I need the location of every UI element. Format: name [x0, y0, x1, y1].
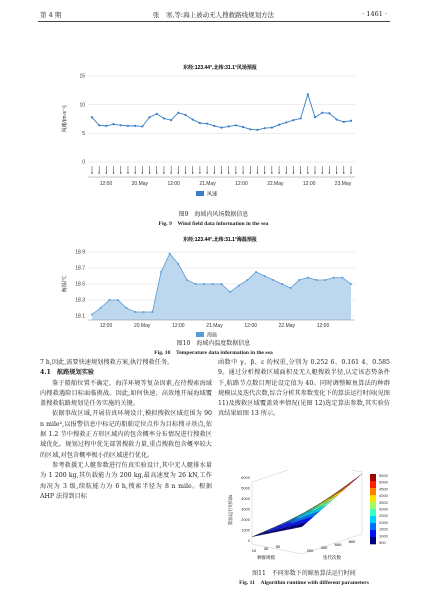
- data-point: [324, 279, 326, 281]
- fig11-chart: [228, 470, 398, 568]
- data-point: [314, 116, 316, 118]
- legend-swatch: [196, 332, 204, 337]
- wind-arrow-icon: [192, 172, 193, 173]
- data-point: [100, 307, 102, 309]
- data-point: [256, 129, 258, 131]
- wind-arrow-icon: [278, 172, 279, 173]
- wind-arrow-icon: [350, 172, 351, 173]
- wind-arrow-icon: [170, 172, 171, 173]
- data-point: [195, 283, 197, 285]
- x-tick-label: 12:00: [167, 181, 180, 187]
- data-point: [278, 124, 280, 126]
- data-point: [212, 283, 214, 285]
- wind-arrow-icon: [221, 172, 222, 173]
- wind-arrow-icon: [314, 172, 315, 173]
- data-point: [281, 283, 283, 285]
- data-point: [350, 120, 352, 122]
- y-tick-label: 6000: [241, 475, 250, 480]
- data-point: [127, 125, 129, 127]
- x-tick-label: 12:00: [244, 323, 257, 329]
- fig9-caption-cn: 图9 海域内风场数据信息: [178, 211, 249, 218]
- y-tick-label: 18.7: [75, 265, 85, 272]
- fig11-caption-cn: 图11 不同参数下的鲸鱼算法运行时间: [252, 570, 356, 577]
- section-heading: 4.1 航路规划实验: [40, 369, 95, 377]
- data-point: [285, 121, 287, 123]
- colorbar-segment: [370, 530, 376, 537]
- surface-cell: [336, 484, 350, 494]
- data-point: [235, 124, 237, 126]
- wind-arrow-icon: [336, 172, 337, 173]
- x-tick-label: 21.May: [199, 181, 216, 187]
- data-point: [203, 283, 205, 285]
- paragraph: 7 h,因此,需要快速规划搜救方案,执行搜救任务。: [40, 359, 174, 366]
- x-tick-label: 400: [320, 545, 328, 550]
- fig9-chart: [60, 62, 380, 210]
- wind-arrow-icon: [293, 172, 294, 173]
- data-point: [336, 118, 338, 120]
- colorbar-label: 2500: [379, 513, 388, 519]
- x-axis-label: 迭代次数: [323, 555, 341, 560]
- x-tick-label: 12:00: [316, 323, 330, 329]
- data-point: [184, 114, 186, 116]
- y-tick-label: 0: [247, 538, 250, 543]
- data-point: [238, 285, 240, 287]
- data-point: [333, 277, 335, 279]
- paragraph: 参考救援无人艇参数进行仿真实验设计,其中无人艇排水量为 1 200 kg,其负载能力为 200 kg,最高速度为 26 kN,工作海况为 3 级,续航能力为 6 h,搜索半径为 8 n mile。根据 AHP 法得到目标: [40, 461, 212, 500]
- x-tick-label: 20.May: [131, 181, 149, 187]
- wind-arrow-icon: [250, 172, 251, 173]
- fig9-caption-en: Fig. 9 Wind field data information in the sea: [158, 221, 269, 227]
- series-line: [92, 94, 351, 130]
- data-point: [148, 116, 150, 118]
- data-point: [169, 253, 171, 255]
- wind-arrow-icon: [286, 172, 287, 173]
- data-point: [117, 299, 119, 301]
- data-point: [177, 112, 179, 114]
- paragraph: 鉴于船舶位置不确定、海洋环境等复杂因素,在待搜索海域内搜救遇险目标面临挑战。因此,如何快速、高效地开展海域覆盖搜救航路规划是任务实施的关键。: [40, 379, 212, 408]
- x-tick-label: 600: [334, 542, 342, 547]
- data-point: [170, 119, 172, 121]
- wind-arrow-icon: [134, 172, 135, 173]
- data-point: [321, 112, 323, 114]
- data-point: [120, 124, 122, 126]
- y-tick-label: 5000: [241, 485, 250, 491]
- chart-subtitle: 东经:123.44°,北纬:31.1°海温预报: [183, 237, 257, 243]
- x-tick-label: 22.May: [278, 323, 296, 329]
- chart-subtitle: 东经:123.44°,北纬:31.1°风场预报: [183, 65, 257, 71]
- x-tick-label: 12:00: [99, 181, 113, 187]
- wind-arrow-icon: [178, 172, 179, 173]
- colorbar-label: 3500: [379, 499, 388, 505]
- data-point: [98, 124, 100, 126]
- colorbar-segment: [370, 523, 376, 530]
- x-tick-label: 22.May: [267, 181, 284, 187]
- x-tick-label: 12:00: [172, 323, 185, 329]
- data-point: [343, 121, 345, 123]
- data-point: [307, 93, 309, 95]
- colorbar-label: 1000: [379, 533, 388, 539]
- x-tick-label: 12:00: [235, 181, 248, 187]
- data-point: [134, 125, 136, 127]
- x-tick-label: 12:00: [302, 181, 316, 187]
- data-point: [292, 119, 294, 121]
- x-tick-label: 800: [348, 539, 356, 544]
- colorbar-segment: [370, 502, 376, 509]
- right-column: [218, 358, 390, 420]
- data-point: [91, 116, 93, 118]
- wind-arrow-icon: [91, 172, 92, 173]
- colorbar-segment: [370, 537, 376, 544]
- data-point: [290, 287, 292, 289]
- y-tick-label: 2000: [241, 517, 250, 522]
- wind-arrow-icon: [127, 172, 128, 173]
- data-point: [249, 128, 251, 130]
- data-point: [328, 112, 330, 114]
- wind-arrow-icon: [206, 172, 207, 173]
- y-tick-label: 18.9: [75, 249, 85, 256]
- data-point: [160, 271, 162, 273]
- colorbar-segment: [370, 488, 376, 495]
- y-tick-label: 10: [79, 102, 85, 109]
- legend-label: 风速: [207, 191, 218, 198]
- legend-swatch: [196, 191, 204, 196]
- colorbar-label: 3000: [379, 506, 388, 512]
- y-tick-label: 18.3: [75, 297, 85, 304]
- fig10-caption-cn: 图10 海域内温度数据信息: [176, 340, 251, 347]
- wind-arrow-icon: [106, 172, 107, 173]
- data-point: [206, 122, 208, 124]
- left-column: [40, 358, 212, 502]
- data-point: [264, 275, 266, 277]
- data-point: [298, 279, 300, 281]
- wind-arrow-icon: [142, 172, 143, 173]
- colorbar-segment: [370, 516, 376, 523]
- data-point: [213, 125, 215, 127]
- colorbar-label: 5000: [379, 479, 388, 485]
- colorbar-label: 500: [379, 540, 386, 545]
- wind-arrow-icon: [98, 172, 99, 173]
- colorbar-label: 1500: [379, 526, 388, 532]
- data-point: [105, 125, 107, 127]
- data-point: [126, 307, 128, 309]
- x-tick-label: 200: [306, 548, 314, 553]
- colorbar-segment: [370, 509, 376, 516]
- wind-arrow-icon: [307, 172, 308, 173]
- data-point: [151, 311, 153, 313]
- wind-arrow-icon: [322, 172, 323, 173]
- z-tick-label: 30: [263, 546, 269, 551]
- y-tick-label: 18.1: [75, 313, 85, 320]
- y-tick-label: 5: [82, 131, 85, 138]
- wind-arrow-icon: [185, 172, 186, 173]
- paragraph: 函数中 γ、β、ε 的权重,分别为 0.252 6、0.161 4、0.585 9。通过分析搜救区域面积及无人艇搜救半径,认定该态势条件下,航路节点数目理论设定值为 40。同时调整鲸鱼算法的种群规模以及迭代次数,综合分析其参数变化下的算法运行时间(见图 11)及搜救区域覆盖效率情况(见图 12)选定算法参数,其实验仿真结果如图 13 所示。: [218, 359, 390, 418]
- wind-arrow-icon: [271, 172, 272, 173]
- y-tick-label: 0: [82, 159, 85, 166]
- data-point: [192, 118, 194, 120]
- data-point: [220, 127, 222, 129]
- data-point: [246, 279, 248, 281]
- page-number: · 1461 ·: [362, 10, 387, 18]
- wind-arrow-icon: [235, 172, 236, 173]
- data-point: [229, 291, 231, 293]
- z-tick-label: 50: [275, 544, 281, 549]
- data-point: [163, 117, 165, 119]
- x-tick-label: 12:00: [99, 323, 113, 329]
- header-rule: [38, 21, 390, 22]
- x-tick-label: 23.May: [334, 181, 352, 187]
- issue-number: 第 4 期: [40, 11, 62, 19]
- data-point: [186, 279, 188, 281]
- colorbar-label: 5500: [379, 473, 388, 478]
- fig11-caption-en: Fig. 11 Algorithm runtime with different parameters: [239, 580, 369, 586]
- wind-arrow-icon: [343, 172, 344, 173]
- y-tick-label: 3000: [241, 506, 250, 512]
- fig10-chart: [60, 234, 380, 346]
- y-tick-label: 15: [79, 73, 85, 80]
- wind-arrow-icon: [264, 172, 265, 173]
- x-tick-label: 21.May: [206, 323, 223, 329]
- surface-cell: [348, 474, 362, 485]
- data-point: [228, 125, 230, 127]
- colorbar-segment: [370, 474, 376, 481]
- y-tick-label: 18.5: [75, 281, 85, 288]
- wind-arrow-icon: [242, 172, 243, 173]
- wind-arrow-icon: [257, 172, 258, 173]
- surface-cell: [339, 480, 353, 491]
- wind-arrow-icon: [120, 172, 121, 173]
- data-point: [112, 123, 114, 125]
- data-point: [350, 283, 352, 285]
- fig10-caption-en: Fig. 10 Temperature data information in the sea: [154, 350, 273, 356]
- wind-arrow-icon: [228, 172, 229, 173]
- data-point: [134, 311, 136, 313]
- y-axis-label: 海温/℃: [62, 275, 68, 293]
- wind-arrow-icon: [156, 172, 157, 173]
- data-point: [221, 283, 223, 285]
- data-point: [108, 299, 110, 301]
- data-point: [341, 277, 343, 279]
- data-point: [242, 126, 244, 128]
- data-point: [199, 122, 201, 124]
- data-point: [307, 277, 309, 279]
- page-header: [0, 8, 427, 22]
- z-tick-label: 10: [251, 548, 257, 553]
- data-point: [272, 279, 274, 281]
- paragraph: 依据事故区域,开展仿真环境设计,模拟搜救区域范围为 90 n mile²,以报警信息中标记的船舶定位点作为目标搜寻基点,依据 1.2 节中搜救正方形区域内的包含概率分布情况进行搜救区域优化。规划过程中优先部署搜救力量,重点搜救包含概率较大的区域,对包含概率极小的区域进行优化。: [40, 410, 212, 459]
- wind-arrow-icon: [163, 172, 164, 173]
- wind-arrow-icon: [300, 172, 301, 173]
- colorbar-label: 4000: [379, 493, 388, 499]
- data-point: [264, 127, 266, 129]
- data-point: [300, 117, 302, 119]
- wind-arrow-icon: [214, 172, 215, 173]
- running-title: 张 寒,等:海上被动无人搜救路线规划方法: [152, 11, 275, 19]
- y-axis-label: 风速/(m·s⁻¹): [62, 105, 68, 133]
- wind-arrow-icon: [149, 172, 150, 173]
- z-axis-label: 种群规模: [257, 555, 275, 560]
- colorbar-label: 4500: [379, 486, 388, 492]
- data-point: [156, 113, 158, 115]
- colorbar-label: 2000: [379, 519, 388, 525]
- data-point: [271, 127, 273, 129]
- y-tick-label: 4000: [241, 496, 250, 501]
- data-point: [91, 313, 93, 315]
- x-tick-label: 20.May: [133, 323, 151, 329]
- wind-arrow-icon: [199, 172, 200, 173]
- wind-arrow-icon: [329, 172, 330, 173]
- data-point: [315, 279, 317, 281]
- data-point: [143, 311, 145, 313]
- data-point: [177, 263, 179, 265]
- data-point: [141, 125, 143, 127]
- surface-cell: [330, 490, 344, 500]
- y-axis-label: 算法运行时间/s: [228, 494, 233, 526]
- wind-arrow-icon: [113, 172, 114, 173]
- legend-label: 海温: [207, 332, 218, 339]
- data-point: [255, 271, 257, 273]
- colorbar-segment: [370, 495, 376, 502]
- y-tick-label: 1000: [241, 527, 250, 533]
- colorbar-segment: [370, 481, 376, 488]
